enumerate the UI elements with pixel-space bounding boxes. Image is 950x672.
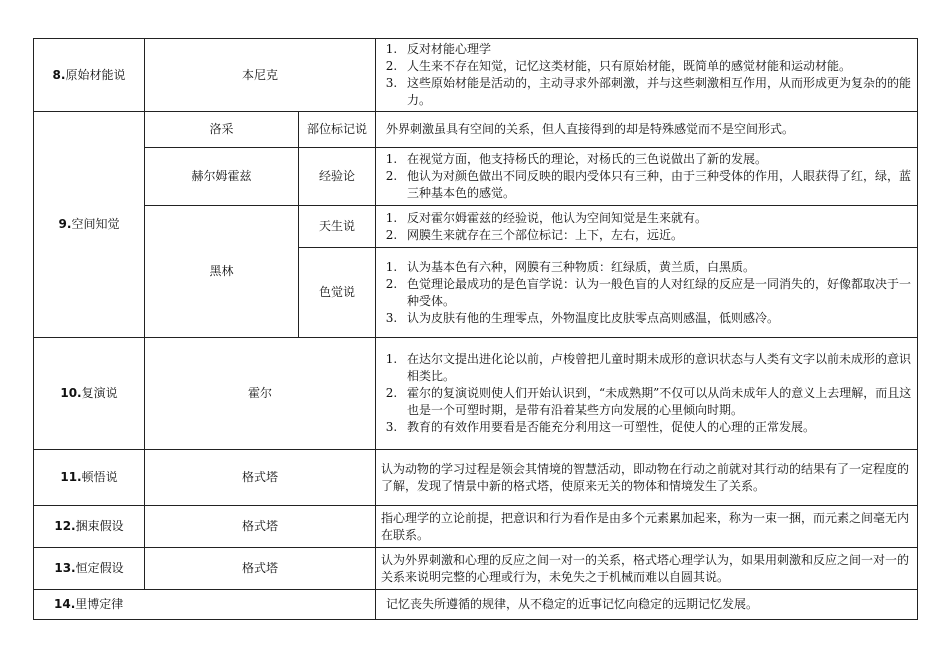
table-row [34, 148, 918, 206]
person-cell: 黑林 [145, 206, 299, 338]
content-cell: 认为外界刺激和心理的反应之间一对一的关系，格式塔心理学认为，如果用刺激和反应之间一对一的关系来说明完整的心理或行为，未免失之于机械而难以自圆其说。 [376, 548, 918, 590]
theory-name-cell [34, 338, 145, 450]
person-cell: 格式塔 [145, 548, 376, 590]
list-item: 2. 人生来不存在知觉，记忆这类材能，只有原始材能，既简单的感觉材能和运动材能。 [401, 58, 912, 75]
theory-name-cell [34, 112, 145, 338]
theory-name-cell [34, 590, 376, 620]
list-item: 1. 在视觉方面，他支持杨氏的理论，对杨氏的三色说做出了新的发展。 [401, 151, 912, 168]
person-cell: 霍尔 [145, 338, 376, 450]
numbered-list [381, 41, 912, 109]
theory-name-cell [34, 506, 145, 548]
theory-number: 10. [60, 386, 82, 400]
theory-name-cell [34, 450, 145, 506]
list-item: 3. 这些原始材能是活动的，主动寻求外部刺激，并与这些刺激相互作用，从而形成更为复杂的的能力。 [401, 75, 912, 109]
theory-number: 8. [52, 67, 66, 82]
numbered-list [381, 351, 912, 436]
list-item: 2. 霍尔的复演说则使人们开始认识到，“未成熟期”不仅可以从尚未成年人的意义上去理解，而且这也是一个可塑时期，是带有沿着某些方向发展的心里倾向时期。 [401, 385, 912, 419]
numbered-list [381, 259, 912, 327]
theory-name: 复演说 [81, 386, 118, 400]
theory-name-cell [34, 39, 145, 112]
content-cell: 外界刺激虽具有空间的关系，但人直接得到的却是特殊感觉而不是空间形式。 [376, 112, 918, 148]
list-item: 1. 反对材能心理学 [401, 41, 912, 58]
theory-number: 13. [54, 561, 76, 575]
content-cell [376, 39, 918, 112]
table-row [34, 39, 918, 112]
list-item: 1. 在达尔文提出进化论以前，卢梭曾把儿童时期未成形的意识状态与人类有文字以前未成形的意识相类比。 [401, 351, 912, 385]
theory-number: 9. [58, 217, 72, 231]
list-item: 2. 他认为对颜色做出不同反映的眼内受体只有三种，由于三种受体的作用，人眼获得了红，绿，蓝三种基本色的感觉。 [401, 168, 912, 202]
content-cell: 指心理学的立论前提，把意识和行为看作是由多个元素累加起来，称为一束一捆，而元素之间毫无内在联系。 [376, 506, 918, 548]
theory-number: 11. [60, 470, 82, 484]
person-cell: 洛采 [145, 112, 299, 148]
content-cell [376, 248, 918, 338]
table-row [34, 590, 918, 620]
table-row [34, 506, 918, 548]
table-row [34, 112, 918, 148]
table-row [34, 548, 918, 590]
theory-name: 空间知觉 [71, 217, 120, 231]
person-cell: 格式塔 [145, 450, 376, 506]
content-cell [376, 206, 918, 248]
list-item: 1. 反对霍尔姆霍兹的经验说，他认为空间知觉是生来就有。 [401, 210, 912, 227]
list-item: 2. 网膜生来就存在三个部位标记：上下，左右，远近。 [401, 227, 912, 244]
theory-name: 里博定律 [75, 597, 124, 611]
table-row [34, 450, 918, 506]
content-cell: 记忆丧失所遵循的规律，从不稳定的近事记忆向稳定的远期记忆发展。 [376, 590, 918, 620]
table-row [34, 206, 918, 248]
theory-name-cell [34, 548, 145, 590]
subtheory-cell: 色觉说 [299, 248, 376, 338]
theory-number: 14. [54, 597, 76, 611]
list-item: 3. 认为皮肤有他的生理零点，外物温度比皮肤零点高则感温，低则感冷。 [401, 310, 912, 327]
theory-name: 捆束假设 [75, 519, 124, 533]
list-item: 3. 教育的有效作用要看是否能充分利用这一可塑性，促使人的心理的正常发展。 [401, 419, 912, 436]
subtheory-cell: 部位标记说 [299, 112, 376, 148]
subtheory-cell: 经验论 [299, 148, 376, 206]
theory-name: 恒定假设 [75, 561, 124, 575]
numbered-list [381, 210, 912, 244]
list-item: 2. 色觉理论最成功的是色盲学说：认为一般色盲的人对红绿的反应是一同消失的，好像都取决于一种受体。 [401, 276, 912, 310]
person-cell: 赫尔姆霍兹 [145, 148, 299, 206]
theory-name: 顿悟说 [81, 470, 118, 484]
content-cell [376, 338, 918, 450]
content-cell [376, 148, 918, 206]
person-cell: 本尼克 [145, 39, 376, 112]
table-row [34, 338, 918, 450]
content-cell: 认为动物的学习过程是领会其情境的智慧活动，即动物在行动之前就对其行动的结果有了一定程度的了解，发现了情景中新的格式塔，使原来无关的物体和情境发生了关系。 [376, 450, 918, 506]
list-item: 1. 认为基本色有六种，网膜有三种物质：红绿质，黄兰质，白黑质。 [401, 259, 912, 276]
theory-number: 12. [54, 519, 76, 533]
theory-name: 原始材能说 [65, 67, 126, 82]
person-cell: 格式塔 [145, 506, 376, 548]
subtheory-cell: 天生说 [299, 206, 376, 248]
theories-table [33, 38, 918, 620]
numbered-list [381, 151, 912, 202]
